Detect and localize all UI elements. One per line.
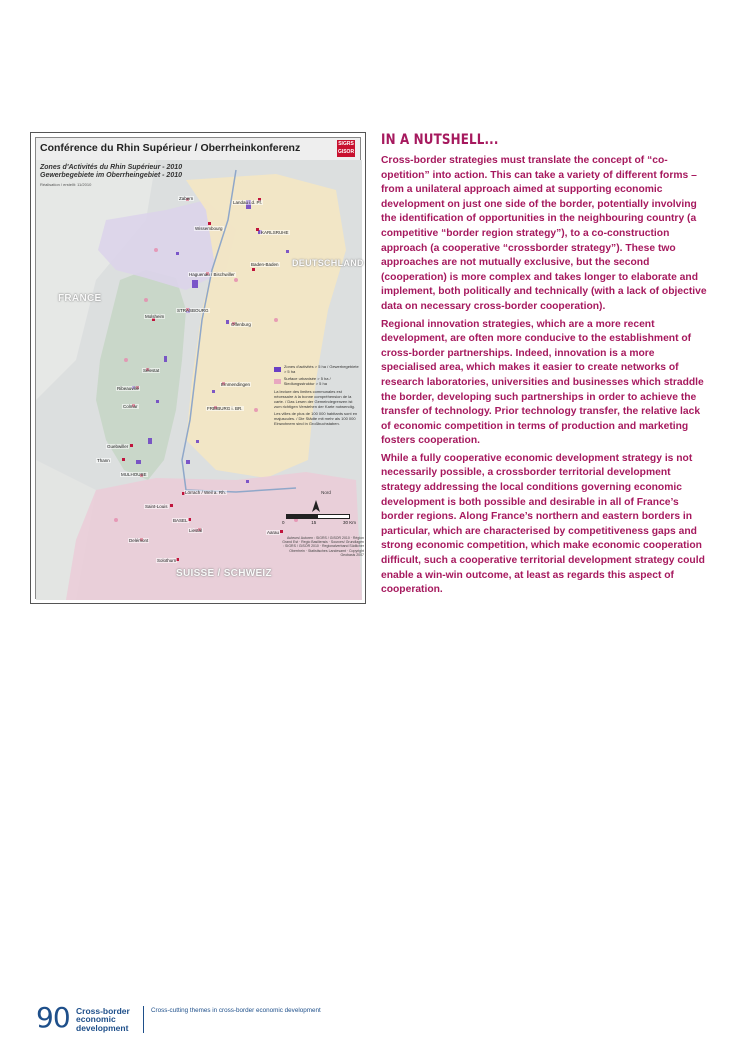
city-label: Baden-Baden: [251, 262, 279, 267]
map-canvas: [35, 137, 364, 599]
scale-label: 15: [311, 520, 317, 525]
country-label-france: FRANCE: [58, 293, 102, 304]
article-body: [381, 154, 711, 601]
city-label: Lörrach / Weil a. Rh.: [185, 490, 226, 495]
legend-note: La lecture des limites communales est nécessaire à la bonne compréhension de la carte. / Das Lesen der Gemeindegrenzen ist zum richtigen Verstehen der Karte notwendig.: [274, 389, 355, 409]
legend-label-urban: Surface urbanisée > 5 ha / Siedlungsstruktur > 5 ha: [283, 376, 331, 386]
country-label-deutschland: DEUTSCHLAND: [292, 258, 364, 268]
page-number: 90: [36, 1001, 70, 1034]
footer-divider: [143, 1006, 144, 1033]
city-label: Haguenau / Bischwiller: [189, 272, 235, 277]
brand-line: Cross-border: [76, 1006, 130, 1016]
city-label: Molsheim: [145, 314, 165, 319]
map-date: Réalisation / erstellt: 11/2010: [40, 182, 92, 187]
map-subtitle-fr: Zones d'Activités du Rhin Supérieur - 2010: [40, 164, 183, 171]
city-label: Guebwiller: [107, 444, 129, 449]
city-label: BASEL: [173, 518, 188, 523]
city-label: Zabern: [179, 196, 194, 201]
city-label: Saint-Louis: [145, 504, 168, 509]
city-label: Solothurn: [157, 558, 177, 563]
legend-swatch-zones: [274, 367, 281, 372]
country-label-suisse: SUISSE / SCHWEIZ: [176, 568, 272, 579]
map-credits: Auteurs/ Autoren : SIGRS / GISOR 2010 · Région Grand Est · Regio Basiliensis · Sources/ Grundlagen : SIGRS / GISOR 2010 · Regionalverband Südlicher Oberrhein · Statistisches Landesamt · Copyright Geobasis 2007: [282, 536, 364, 557]
paragraph: Cross-border strategies must translate the concept of “co-opetition” into action. This can take a variety of different forms – from a unilateral approach aimed at supporting economic development on just one side of the border, potentially involving the identification of opportunities in the neighbouring country (a competitive “border region strategy”), to a co-construction approach (a cooperative “crossborder strategy”). These two approaches are not mutually exclusive, but the second (cooperation) is more complex and takes longer to elaborate and implement, both politically and technically (with a lack of objective data on necessary cross-border cooperation).: [381, 155, 707, 312]
legend-item-urban: [274, 376, 360, 386]
map-subtitle: [40, 164, 182, 180]
paragraph: While a fully cooperative economic development strategy is not necessarily possible, a crossborder territorial development strategy addressing the local conditions governing economic development is both possible and desirable in all of France’s border regions. Along France’s northern and eastern borders in particular, which are characterised by competitiveness gaps and strong economic competition, which make economic cooperation difficult, such a cooperative territorial development strategy could enable a win-win outcome, at least as regards this aspect of cooperation.: [381, 452, 705, 596]
city-label: Emmendingen: [221, 382, 251, 387]
scale-bar: [286, 514, 350, 519]
city-label: Wissembourg: [195, 226, 223, 231]
city-label: Liestal: [189, 528, 203, 533]
scale-labels: [282, 520, 356, 525]
city-label: Thann: [97, 458, 110, 463]
map-header: [36, 138, 360, 161]
legend-swatch-urban: [274, 379, 281, 384]
brand-line: development: [76, 1022, 129, 1033]
map-title: Conférence du Rhin Supérieur / Oberrheinkonferenz: [40, 142, 301, 154]
city-label: MULHOUSE: [121, 472, 147, 477]
city-label: Landau i.d. Pf.: [233, 200, 263, 205]
brand-line: economic: [76, 1014, 116, 1025]
city-label: KARLSRUHE: [261, 230, 289, 235]
paragraph: Regional innovation strategies, which are a more recent development, are often more conducive to the establishment of cross-border partnerships. Indeed, innovation is a more specialised area, which makes it easier to create networks of research laboratories, universities and businesses which straddle the border, developing such partnerships in order to achieve the transfer of technology. Prior technology transfer, the relative lack of economic competition in terms of production and marketing fosters cooperation.: [381, 318, 704, 447]
city-label: Sélestat: [143, 368, 160, 373]
city-label: Aarau: [267, 530, 280, 535]
city-label: Ribeauvillé: [117, 386, 140, 391]
map-figure: [30, 132, 366, 604]
city-label: STRASBOURG: [177, 308, 209, 313]
footer-caption: Cross-cutting themes in cross-border economic development: [151, 1007, 321, 1014]
scale-label: 0: [282, 520, 285, 525]
city-label: Colmar: [123, 404, 138, 409]
map-subtitle-de: Gewerbegebiete im Oberrheingebiet - 2010: [40, 172, 182, 179]
legend-item-zones: [274, 364, 360, 374]
legend-label-zones: Zones d'activités > 5 ha / Gewerbegebiete > 5 ha: [283, 364, 359, 374]
brand-logo-text: [76, 1007, 130, 1032]
map-legend: [274, 364, 360, 426]
section-heading: IN A NUTSHELL...: [381, 132, 499, 148]
scale-label: 30 Km: [342, 520, 356, 525]
city-label: FREIBURG i. BR.: [207, 406, 243, 411]
city-label: Delémont: [129, 538, 149, 543]
legend-note-cities: Les villes de plus de 100 000 habitants sont en majuscules. / Die Städte mit mehr als 100 000 Einwohnern sind in Großbuchstaben.: [274, 411, 358, 426]
north-label: Nord: [321, 490, 331, 495]
sigrs-logo: SIGRS GISOR: [337, 141, 355, 155]
city-label: Offenburg: [231, 322, 251, 327]
